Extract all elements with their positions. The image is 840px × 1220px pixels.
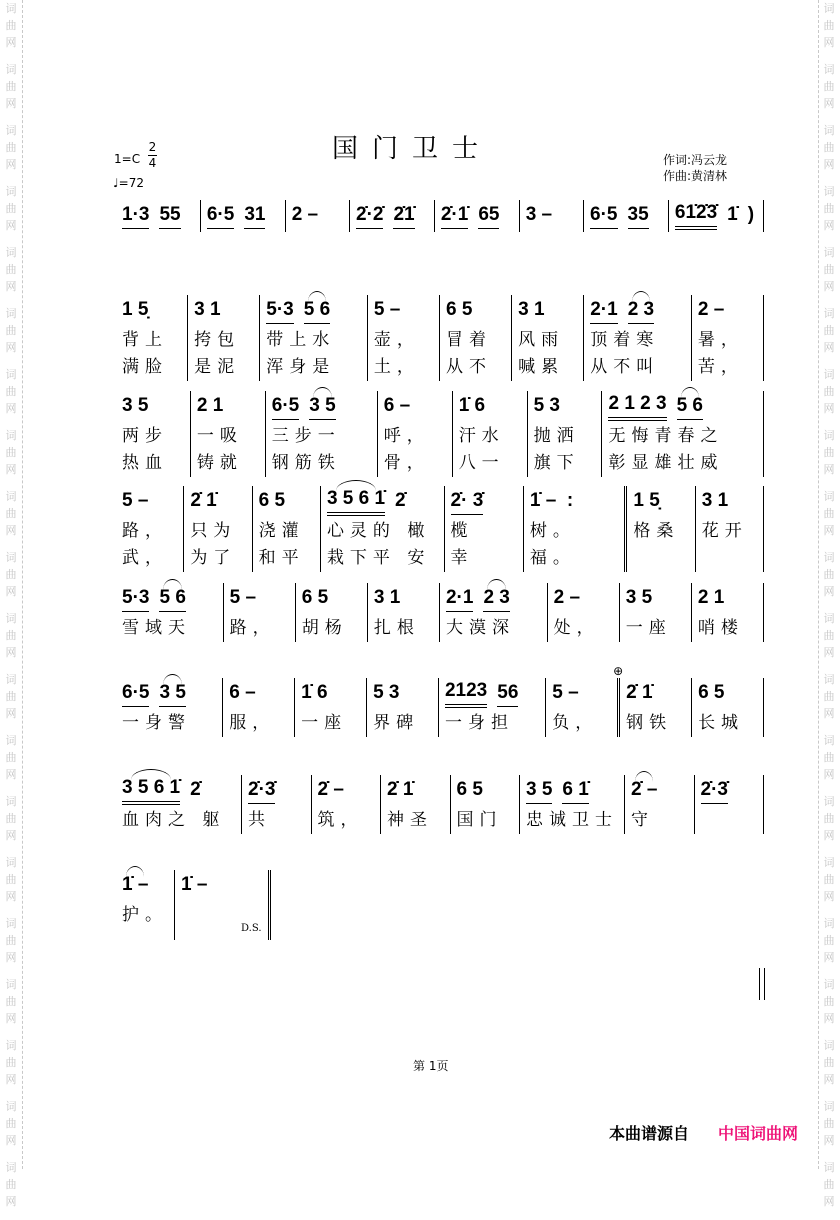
measure — [223, 678, 295, 737]
lyric-verse-2: 浑身是 — [266, 357, 336, 377]
note-group: 3 1 — [373, 587, 401, 608]
notes — [122, 678, 216, 710]
notes — [552, 678, 611, 710]
measure — [440, 295, 512, 381]
lyric-verse-1: 雪域天 — [122, 618, 191, 638]
lyric-verse-1: 界碑 — [373, 713, 420, 733]
notes — [230, 583, 289, 615]
note-group: 2̇·3̇ — [248, 779, 275, 804]
note-group: 5 – — [122, 490, 149, 511]
lyric-verse-2: 是泥 — [194, 357, 241, 377]
measure — [520, 775, 625, 834]
notes — [229, 678, 288, 710]
score-line — [116, 870, 271, 940]
score-line — [116, 486, 764, 572]
measure — [453, 391, 528, 477]
note-group: 2̇·2̇ — [356, 204, 383, 229]
coda-icon: ⊕ — [613, 664, 624, 678]
notes — [445, 678, 539, 710]
lyric-verse-1: 国门 — [456, 810, 503, 830]
note-group: 65 — [478, 204, 499, 229]
measure — [627, 486, 695, 572]
measure — [116, 391, 191, 477]
measure — [368, 295, 440, 381]
composer: 作曲:黄清林 — [663, 169, 728, 183]
note-group: 2 1 — [697, 587, 725, 608]
note-group: 3 1 — [194, 299, 221, 320]
measure — [116, 295, 188, 381]
notes — [534, 391, 596, 423]
note-group: 2 – — [291, 204, 319, 225]
measure — [381, 775, 451, 834]
note-group: 3 5 — [122, 395, 149, 416]
measure — [201, 200, 286, 232]
measure — [242, 775, 312, 834]
lyric-verse-1: 格桑 — [633, 521, 680, 541]
lyric-verse-1: 服， — [229, 713, 276, 733]
time-sig-bottom: 4 — [148, 156, 157, 170]
notes — [698, 678, 757, 710]
score-line — [116, 295, 764, 381]
notes — [698, 295, 757, 327]
key-signature: 1=C — [114, 152, 141, 166]
note-group: 6 5 — [445, 299, 473, 320]
note-group: 5·3 — [266, 299, 293, 324]
lyric-verse-1: 树。 — [529, 521, 576, 541]
note-group: 1̇ 6 — [458, 395, 486, 416]
note-group: 6 – — [229, 682, 256, 703]
score-line — [116, 664, 764, 737]
notes — [374, 295, 433, 327]
note-group: 2̇· 3̇ — [451, 490, 484, 515]
notes — [207, 200, 279, 232]
final-barline — [759, 968, 765, 1000]
notes — [181, 870, 262, 902]
lyric-verse-1: 花开 — [701, 521, 748, 541]
note-group: 3 5 — [159, 682, 185, 707]
notes — [441, 200, 513, 232]
measure — [188, 295, 260, 381]
notes — [248, 775, 305, 807]
lyric-verse-1: 带上水 — [266, 330, 336, 350]
notes — [526, 200, 577, 232]
notes — [626, 678, 685, 710]
note-group: 3 5 6 1̇ — [122, 777, 180, 805]
lyric-verse-1: 抛洒 — [533, 426, 580, 446]
notes — [266, 295, 361, 327]
lyric-verse-1: 背上 — [122, 330, 168, 350]
lyric-verse-1: 钢铁 — [626, 713, 673, 733]
measure — [116, 678, 223, 737]
lyric-verse-1: 三步一 — [271, 426, 341, 446]
note-group: 5 – — [229, 587, 257, 608]
lyric-verse-1: 一身警 — [122, 713, 191, 733]
note-group: 2 – — [697, 299, 725, 320]
lyric-verse-2: 骨， — [383, 453, 430, 473]
lyric-verse-1: 挎包 — [194, 330, 241, 350]
lyric-verse-2: 幸 — [450, 548, 474, 568]
lyric-verse-1: 心灵的 橄 — [326, 521, 431, 541]
notes — [626, 583, 685, 615]
notes — [194, 295, 253, 327]
note-group: 35 — [628, 204, 649, 229]
note-group: 6 5 — [698, 682, 725, 703]
lyric-verse-1: 血肉之 躯 — [122, 810, 226, 830]
lyric-verse-2: 旗下 — [533, 453, 580, 473]
lyric-verse-1: 浇灌 — [258, 521, 305, 541]
note-group: 1̇ – : — [529, 490, 574, 511]
lyric-verse-2: 钢筋铁 — [271, 453, 341, 473]
measure — [528, 391, 603, 477]
measure — [602, 391, 764, 477]
note-group: 6·5 — [122, 682, 149, 707]
notes — [373, 678, 432, 710]
measure — [260, 295, 368, 381]
measure — [312, 775, 382, 834]
measure — [695, 775, 765, 834]
dal-segno-mark: D.S. — [241, 923, 262, 934]
measure — [191, 391, 266, 477]
note-group: 2·1 — [590, 299, 617, 324]
lyric-verse-1: 长城 — [698, 713, 745, 733]
lyric-verse-2: 为了 — [190, 548, 237, 568]
measure — [266, 391, 378, 477]
note-group: 55 — [159, 204, 180, 229]
note-group: 2123 — [445, 680, 487, 708]
measure — [368, 583, 440, 642]
notes — [446, 583, 541, 615]
notes — [446, 295, 505, 327]
measure — [184, 486, 252, 572]
measure — [692, 678, 764, 737]
measure — [296, 583, 368, 642]
note-group: 5 6 — [159, 587, 185, 612]
lyric-verse-1: 冒着 — [445, 330, 492, 350]
lyric-verse-1: 负， — [552, 713, 599, 733]
notes — [122, 870, 168, 902]
lyric-verse-1: 一吸 — [196, 426, 243, 446]
notes — [698, 583, 757, 615]
measure — [669, 200, 764, 232]
measure — [116, 870, 175, 940]
score-line — [116, 583, 764, 642]
notes — [631, 775, 688, 807]
note-group: 6 1̇ — [562, 779, 588, 804]
measure — [451, 775, 521, 834]
lyric-verse-1: 榄 — [450, 521, 474, 541]
measure — [253, 486, 321, 572]
lyric-verse-1: 顶着寒 — [590, 330, 660, 350]
notes — [190, 486, 245, 518]
note-group: 6 – — [383, 395, 411, 416]
notes — [122, 295, 181, 327]
note-group: 5·3 — [122, 587, 149, 612]
note-group: 2 1 — [196, 395, 224, 416]
note-group: 1̇ — [727, 204, 738, 225]
measure — [584, 295, 692, 381]
time-sig-top: 2 — [148, 140, 157, 154]
notes — [457, 775, 514, 807]
note-group: 5 3 — [373, 682, 400, 703]
notes — [272, 391, 371, 423]
notes — [122, 391, 184, 423]
lyric-verse-2: 福。 — [529, 548, 576, 568]
measure — [439, 678, 546, 737]
lyric-verse-2: 栽下平 安 — [326, 548, 431, 568]
lyric-verse-1 — [701, 807, 758, 834]
note-group: 1̇ – — [122, 874, 148, 898]
note-group: 2̇ 1̇ — [190, 490, 217, 511]
note-group: 3 – — [525, 204, 553, 225]
measure — [548, 583, 620, 642]
note-group: 2̇1̇ — [393, 204, 414, 229]
lyric-verse-1: 共 — [248, 810, 271, 830]
measure — [584, 200, 669, 232]
notes — [675, 200, 757, 232]
measure — [445, 486, 524, 572]
measure — [224, 583, 296, 642]
measure — [546, 664, 624, 737]
note-group: 5 3 — [533, 395, 560, 416]
note-group: 3 1 — [518, 299, 545, 320]
watermark-left: 词 曲 网 词 曲 网 词 曲 网 词 曲 网 词 曲 网 词 曲 网 词 曲 网 词 曲 网 词 曲 网 词 曲 网 词 曲 网 词 曲 网 词 曲 网 词 曲 网 词 曲 网 词 曲 网 词 曲 网 词 曲 网 词 曲 网 词 曲 网 — [5, 2, 17, 1208]
lyric-verse-1: 忠诚卫士 — [526, 810, 618, 830]
lyric-verse-1: 路， — [122, 521, 168, 541]
lyricist: 作词:冯云龙 — [663, 153, 728, 167]
note-group: 1·3 — [122, 204, 149, 229]
lyric-verse-1: 哨楼 — [697, 618, 744, 638]
lyric-verse-2: 苦， — [697, 357, 744, 377]
margin-divider-right — [818, 0, 819, 1169]
notes — [633, 486, 688, 518]
lyric-verse-2: 武， — [122, 548, 168, 568]
measure — [524, 486, 627, 572]
notes — [318, 775, 375, 807]
notes — [526, 775, 618, 807]
note-group: 5 6 — [304, 299, 330, 324]
note-group: 6 5 — [301, 587, 329, 608]
lyric-verse-2 — [633, 545, 688, 572]
notes — [387, 775, 444, 807]
note-group: 2 3 — [483, 587, 509, 612]
score-line — [116, 200, 764, 232]
note-group: 6·5 — [272, 395, 299, 420]
notes — [122, 775, 235, 807]
lyric-verse-1: 扎根 — [373, 618, 420, 638]
lyric-verse-2: 彰显雄壮威 — [608, 453, 724, 473]
lyric-verse-1: 汗水 — [458, 426, 505, 446]
watermark-right: 词 曲 网 词 曲 网 词 曲 网 词 曲 网 词 曲 网 词 曲 网 词 曲 网 词 曲 网 词 曲 网 词 曲 网 词 曲 网 词 曲 网 词 曲 网 词 曲 网 词 曲 网 词 曲 网 词 曲 网 词 曲 网 词 曲 网 词 曲 网 — [823, 2, 835, 1208]
notes — [590, 295, 685, 327]
note-group: 2·1 — [446, 587, 473, 612]
note-group: 5 – — [373, 299, 401, 320]
lyric-verse-1: 暑， — [697, 330, 744, 350]
lyric-verse-2: 从不 — [445, 357, 492, 377]
note-group: 5 – — [552, 682, 579, 703]
note-group: 2̇ – — [631, 779, 657, 803]
lyric-verse-1: 壶， — [373, 330, 420, 350]
notes — [122, 583, 217, 615]
lyric-verse-1: 两步 — [122, 426, 168, 446]
lyric-verse-1: 风雨 — [518, 330, 565, 350]
song-title: 国门卫士 — [332, 134, 493, 164]
lyric-verse-1: 筑， — [317, 810, 364, 830]
credits — [663, 152, 727, 184]
lyric-verse-2: 八一 — [458, 453, 505, 473]
lyric-verse-1: 一座 — [625, 618, 672, 638]
measure — [440, 583, 548, 642]
note-group: 6 5 — [258, 490, 286, 511]
lyric-verse-1: 守 — [631, 810, 654, 830]
tempo-mark: ♩=72 — [113, 176, 144, 190]
notes — [374, 583, 433, 615]
measure — [520, 200, 584, 232]
measure — [116, 486, 184, 572]
note-group: 3 5 — [309, 395, 335, 420]
lyric-verse-2: 土， — [373, 357, 420, 377]
note-group: 2 1 2 3 — [608, 393, 666, 421]
note-group: 2̇ — [190, 779, 201, 800]
measure — [696, 486, 764, 572]
notes — [702, 486, 757, 518]
notes — [701, 775, 758, 807]
measure — [321, 486, 445, 572]
notes — [554, 583, 613, 615]
notes — [530, 486, 618, 518]
note-group: 2̇ – — [317, 779, 344, 800]
notes — [197, 391, 259, 423]
note-group: 3 5 — [625, 587, 653, 608]
score-line — [116, 775, 764, 834]
lyric-verse-1: 路， — [229, 618, 276, 638]
measure — [692, 295, 764, 381]
note-group: 3 1 — [701, 490, 729, 511]
note-group: 1 5̣ — [633, 490, 660, 511]
note-group: 2̇ 1̇ — [626, 682, 653, 703]
source-label: 本曲谱源自 — [609, 1124, 690, 1143]
note-group: 6 5 — [456, 779, 483, 800]
measure — [295, 678, 367, 737]
lyric-verse-2: 铸就 — [196, 453, 243, 473]
measure — [350, 200, 435, 232]
note-group: 56 — [497, 682, 518, 707]
lyric-verse-1: 处， — [553, 618, 600, 638]
note-group: 2̇·1̇ — [441, 204, 468, 229]
note-group: 2̇·3̇ — [701, 779, 728, 804]
notes — [356, 200, 428, 232]
measure — [692, 583, 764, 642]
note-group: 6·5 — [590, 204, 617, 229]
notes — [384, 391, 446, 423]
lyric-verse-1: 只为 — [190, 521, 237, 541]
measure — [116, 775, 242, 834]
note-group: 2̇ — [395, 490, 406, 511]
note-group: 3 5 — [526, 779, 552, 804]
lyric-verse-1: 无悔青春之 — [608, 426, 724, 446]
notes — [518, 295, 577, 327]
lyric-verse-1: 一座 — [301, 713, 348, 733]
margin-divider-left — [22, 0, 23, 1169]
measure — [620, 678, 692, 737]
measure — [116, 583, 224, 642]
note-group: 2 3 — [628, 299, 654, 324]
lyric-verse-2: 喊累 — [518, 357, 565, 377]
note-group: 3 5 6 1̇ — [327, 488, 385, 516]
lyric-verse-1: 护。 — [122, 905, 168, 925]
note-group: 6·5 — [207, 204, 234, 229]
notes — [327, 486, 438, 518]
note-group: 1 5̣ — [122, 299, 149, 320]
lyric-verse-1: 一身担 — [444, 713, 514, 733]
note-group: 1̇ 6 — [301, 682, 328, 703]
notes — [122, 486, 177, 518]
measure — [435, 200, 520, 232]
lyric-verse-1: 呼， — [383, 426, 430, 446]
measure — [116, 200, 201, 232]
measure — [625, 775, 695, 834]
lyric-verse-1: 神圣 — [387, 810, 433, 830]
measure — [367, 678, 439, 737]
notes — [608, 391, 757, 423]
notes — [459, 391, 521, 423]
lyric-verse-2: 满脸 — [122, 357, 168, 377]
notes — [259, 486, 314, 518]
page-number: 第 1页 — [413, 1059, 449, 1073]
note-group: 2 – — [553, 587, 581, 608]
score-line — [116, 391, 764, 477]
notes — [301, 678, 360, 710]
notes — [122, 200, 194, 232]
measure — [620, 583, 692, 642]
lyric-verse-2: 从不叫 — [590, 357, 660, 377]
time-signature — [148, 140, 157, 171]
site-link[interactable]: 中国词曲网 — [718, 1124, 799, 1143]
notes — [302, 583, 361, 615]
measure — [175, 870, 271, 940]
note-group: ) — [747, 204, 755, 225]
lyric-verse-1: 大漠深 — [445, 618, 515, 638]
note-group: 31 — [244, 204, 265, 229]
measure — [378, 391, 453, 477]
note-group: 2̇ 1̇ — [387, 779, 414, 800]
lyric-verse-2: 和平 — [258, 548, 305, 568]
note-group: 5 6 — [677, 395, 703, 420]
notes — [451, 486, 517, 518]
lyric-verse-2 — [702, 545, 757, 572]
measure — [512, 295, 584, 381]
notes — [292, 200, 343, 232]
lyric-verse-2: 热血 — [122, 453, 168, 473]
note-group: 1̇ – — [181, 874, 208, 895]
notes — [590, 200, 662, 232]
lyric-verse-1: 胡杨 — [301, 618, 348, 638]
note-group: 61̇2̇3̇ — [675, 202, 717, 230]
measure — [286, 200, 350, 232]
